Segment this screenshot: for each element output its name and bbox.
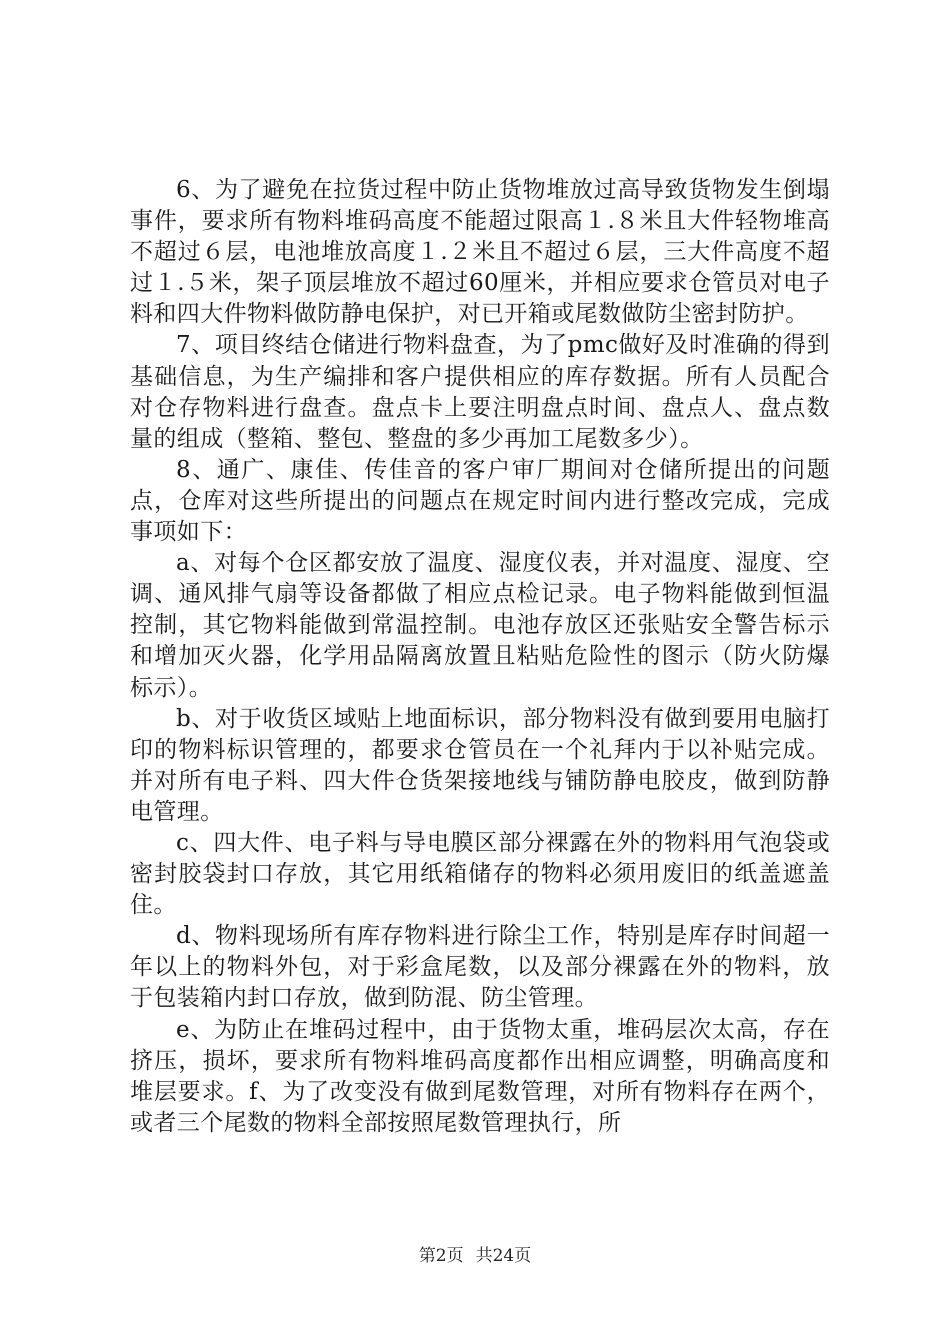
page-total: 共24页 [475,1246,532,1266]
paragraph-8: 8、通广、康佳、传佳音的客户审厂期间对仓储所提出的问题点，仓库对这些所提出的问题点在规定时间内进行整改完成，完成事项如下： [130,456,830,546]
paragraph-8a: a、对每个仓区都安放了温度、湿度仪表，并对温度、湿度、空调、通风排气扇等设备都做了相应点检记录。电子物料能做到恒温控制，其它物料能做到常温控制。电池存放区还张贴安全警告标示和增加灭火器，化学用品隔离放置且粘贴危险性的图示（防火防爆标示）。 [130,550,830,701]
page-number: 第2页 [418,1246,464,1266]
page-footer [0,1241,950,1266]
paragraph-8e: e、为防止在堆码过程中，由于货物太重，堆码层次太高，存在挤压，损坏，要求所有物料堆码高度都作出相应调整，明确高度和堆层要求。f、为了改变没有做到尾数管理，对所有物料存在两个，或者三个尾数的物料全部按照尾数管理执行，所 [130,1016,830,1136]
paragraph-6: 6、为了避免在拉货过程中防止货物堆放过高导致货物发生倒塌事件，要求所有物料堆码高度不能超过限高１.８米且大件轻物堆高不超过６层，电池堆放高度１.２米且不超过６层，三大件高度不超过１.５米，架子顶层堆放不超过60厘米，并相应要求仓管员对电子料和四大件物料做防静电保护，对已开箱或尾数做防尘密封防护。 [130,177,830,328]
document-body [130,175,830,1139]
paragraph-7: 7、项目终结仓储进行物料盘查，为了pmc做好及时准确的得到基础信息，为生产编排和客户提供相应的库存数据。所有人员配合对仓存物料进行盘查。盘点卡上要注明盘点时间、盘点人、盘点数量的组成（整箱、整包、整盘的多少再加工尾数多少）。 [130,332,830,452]
paragraph-8b: b、对于收货区域贴上地面标识，部分物料没有做到要用电脑打印的物料标识管理的，都要求仓管员在一个礼拜内于以补贴完成。并对所有电子料、四大件仓货架接地线与铺防静电胶皮，做到防静电管理。 [130,705,830,825]
paragraph-8c: c、四大件、电子料与导电膜区部分裸露在外的物料用气泡袋或密封胶袋封口存放，其它用纸箱储存的物料必须用废旧的纸盖遮盖住。 [130,829,830,919]
paragraph-8d: d、物料现场所有库存物料进行除尘工作，特别是库存时间超一年以上的物料外包，对于彩盒尾数，以及部分裸露在外的物料，放于包装箱内封口存放，做到防混、防尘管理。 [130,923,830,1012]
